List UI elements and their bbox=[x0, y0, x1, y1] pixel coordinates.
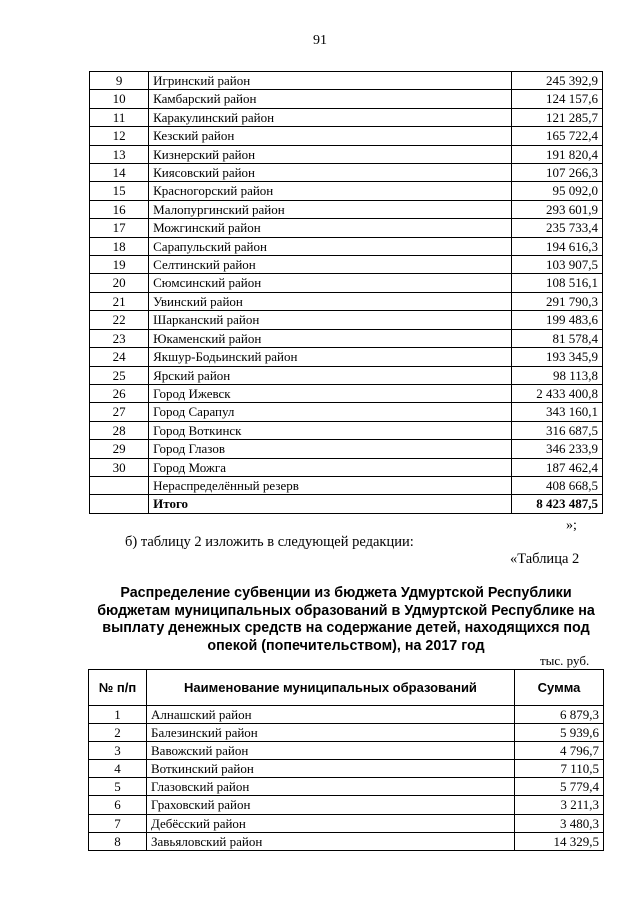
municipality-name: Шарканский район bbox=[149, 311, 512, 329]
table-row bbox=[90, 182, 603, 200]
row-number: 10 bbox=[90, 90, 149, 108]
amendment-instruction: б) таблицу 2 изложить в следующей редакции: bbox=[125, 534, 414, 550]
table-row bbox=[90, 348, 603, 366]
table-row bbox=[90, 90, 603, 108]
table-row bbox=[90, 458, 603, 476]
row-number: 4 bbox=[89, 760, 147, 778]
table-row bbox=[89, 760, 604, 778]
municipality-name: Город Ижевск bbox=[149, 384, 512, 402]
table-row bbox=[90, 145, 603, 163]
row-number: 22 bbox=[90, 311, 149, 329]
header-name: Наименование муниципальных образований bbox=[147, 670, 515, 706]
table-row bbox=[90, 329, 603, 347]
row-number: 20 bbox=[90, 274, 149, 292]
municipality-name: Якшур-Бодьинский район bbox=[149, 348, 512, 366]
municipality-name: Кизнерский район bbox=[149, 145, 512, 163]
table-row bbox=[89, 832, 604, 850]
row-number: 1 bbox=[89, 706, 147, 724]
municipality-name: Сарапульский район bbox=[149, 237, 512, 255]
table-row bbox=[90, 219, 603, 237]
table-row bbox=[90, 384, 603, 402]
amount: 191 820,4 bbox=[512, 145, 603, 163]
closing-quote: »; bbox=[566, 518, 577, 533]
municipality-name: Красногорский район bbox=[149, 182, 512, 200]
municipality-name: Нераспределённый резерв bbox=[149, 476, 512, 494]
municipality-name: Игринский район bbox=[149, 72, 512, 90]
amount: 199 483,6 bbox=[512, 311, 603, 329]
municipality-name: Каракулинский район bbox=[149, 108, 512, 126]
row-number: 11 bbox=[90, 108, 149, 126]
amount: 4 796,7 bbox=[515, 742, 604, 760]
row-number: 29 bbox=[90, 440, 149, 458]
municipality-name: Город Глазов bbox=[149, 440, 512, 458]
table-row bbox=[89, 742, 604, 760]
table-row bbox=[90, 200, 603, 218]
amount: 14 329,5 bbox=[515, 832, 604, 850]
municipality-name: Глазовский район bbox=[147, 778, 515, 796]
amount: 95 092,0 bbox=[512, 182, 603, 200]
row-number bbox=[90, 476, 149, 494]
amount: 5 779,4 bbox=[515, 778, 604, 796]
table-row bbox=[89, 778, 604, 796]
amount: 81 578,4 bbox=[512, 329, 603, 347]
row-number: 27 bbox=[90, 403, 149, 421]
table-row bbox=[90, 274, 603, 292]
table-row bbox=[90, 292, 603, 310]
row-number: 12 bbox=[90, 127, 149, 145]
total-amount: 8 423 487,5 bbox=[512, 495, 603, 513]
row-number: 6 bbox=[89, 796, 147, 814]
row-number: 9 bbox=[90, 72, 149, 90]
table-caption: «Таблица 2 bbox=[510, 551, 580, 567]
amount: 7 110,5 bbox=[515, 760, 604, 778]
municipality-name: Сюмсинский район bbox=[149, 274, 512, 292]
municipality-name: Можгинский район bbox=[149, 219, 512, 237]
table-row bbox=[89, 706, 604, 724]
row-number: 24 bbox=[90, 348, 149, 366]
municipality-name: Город Воткинск bbox=[149, 421, 512, 439]
row-number: 14 bbox=[90, 164, 149, 182]
title-line: выплату денежных средств на содержание детей, находящихся под bbox=[102, 620, 590, 636]
table1-body bbox=[90, 72, 603, 514]
municipality-name: Увинский район bbox=[149, 292, 512, 310]
row-number: 15 bbox=[90, 182, 149, 200]
amount: 108 516,1 bbox=[512, 274, 603, 292]
page-number: 91 bbox=[313, 33, 327, 48]
table-row bbox=[90, 108, 603, 126]
municipality-name: Балезинский район bbox=[147, 724, 515, 742]
table-row bbox=[90, 421, 603, 439]
table-row bbox=[90, 403, 603, 421]
row-number: 17 bbox=[90, 219, 149, 237]
municipality-name: Алнашский район bbox=[147, 706, 515, 724]
amount: 293 601,9 bbox=[512, 200, 603, 218]
amount: 193 345,9 bbox=[512, 348, 603, 366]
amount: 235 733,4 bbox=[512, 219, 603, 237]
row-number: 25 bbox=[90, 366, 149, 384]
row-number: 16 bbox=[90, 200, 149, 218]
total-row bbox=[90, 495, 603, 513]
row-number: 26 bbox=[90, 384, 149, 402]
amount: 3 480,3 bbox=[515, 814, 604, 832]
table-row bbox=[89, 796, 604, 814]
municipality-name: Камбарский район bbox=[149, 90, 512, 108]
row-number: 5 bbox=[89, 778, 147, 796]
amount: 124 157,6 bbox=[512, 90, 603, 108]
amount: 343 160,1 bbox=[512, 403, 603, 421]
row-number: 8 bbox=[89, 832, 147, 850]
municipality-name: Завьяловский район bbox=[147, 832, 515, 850]
row-number: 3 bbox=[89, 742, 147, 760]
header-sum: Сумма bbox=[515, 670, 604, 706]
amount: 5 939,6 bbox=[515, 724, 604, 742]
amount: 245 392,9 bbox=[512, 72, 603, 90]
municipality-name: Дебёсский район bbox=[147, 814, 515, 832]
title-line: Распределение субвенции из бюджета Удмуртской Республики bbox=[120, 585, 572, 601]
table-row bbox=[90, 127, 603, 145]
units-label: тыс. руб. bbox=[540, 653, 590, 668]
municipality-name: Город Можга bbox=[149, 458, 512, 476]
title-line: бюджетам муниципальных образований в Удмуртской Республике на bbox=[97, 602, 595, 619]
municipality-name: Юкаменский район bbox=[149, 329, 512, 347]
subsidy-distribution-table bbox=[88, 669, 604, 851]
amount: 121 285,7 bbox=[512, 108, 603, 126]
table-header-row bbox=[89, 670, 604, 706]
amount: 194 616,3 bbox=[512, 237, 603, 255]
municipality-name: Киясовский район bbox=[149, 164, 512, 182]
table-row bbox=[90, 476, 603, 494]
title-line: опекой (попечительством), на 2017 год bbox=[207, 637, 485, 654]
row-number: 2 bbox=[89, 724, 147, 742]
row-number: 19 bbox=[90, 256, 149, 274]
municipality-name: Город Сарапул bbox=[149, 403, 512, 421]
municipality-name: Селтинский район bbox=[149, 256, 512, 274]
amount: 408 668,5 bbox=[512, 476, 603, 494]
municipality-name: Воткинский район bbox=[147, 760, 515, 778]
amount: 165 722,4 bbox=[512, 127, 603, 145]
amount: 3 211,3 bbox=[515, 796, 604, 814]
municipality-name: Ярский район bbox=[149, 366, 512, 384]
table-row bbox=[90, 256, 603, 274]
row-number: 30 bbox=[90, 458, 149, 476]
row-number: 7 bbox=[89, 814, 147, 832]
document-title bbox=[88, 585, 604, 655]
table-row bbox=[90, 164, 603, 182]
table-row bbox=[90, 72, 603, 90]
amount: 98 113,8 bbox=[512, 366, 603, 384]
amount: 103 907,5 bbox=[512, 256, 603, 274]
amount: 291 790,3 bbox=[512, 292, 603, 310]
amount: 316 687,5 bbox=[512, 421, 603, 439]
municipality-name: Вавожский район bbox=[147, 742, 515, 760]
table-row bbox=[90, 237, 603, 255]
amount: 187 462,4 bbox=[512, 458, 603, 476]
amount: 2 433 400,8 bbox=[512, 384, 603, 402]
table-row bbox=[89, 814, 604, 832]
row-number: 21 bbox=[90, 292, 149, 310]
subsidy-table-continuation bbox=[89, 71, 603, 514]
header-num: № п/п bbox=[89, 670, 147, 706]
row-number: 13 bbox=[90, 145, 149, 163]
amount: 6 879,3 bbox=[515, 706, 604, 724]
row-number: 28 bbox=[90, 421, 149, 439]
municipality-name: Малопургинский район bbox=[149, 200, 512, 218]
table-row bbox=[90, 311, 603, 329]
total-empty-cell bbox=[90, 495, 149, 513]
row-number: 23 bbox=[90, 329, 149, 347]
table2-body bbox=[89, 706, 604, 851]
table-row bbox=[89, 724, 604, 742]
municipality-name: Граховский район bbox=[147, 796, 515, 814]
amount: 346 233,9 bbox=[512, 440, 603, 458]
amount: 107 266,3 bbox=[512, 164, 603, 182]
table-row bbox=[90, 366, 603, 384]
municipality-name: Кезский район bbox=[149, 127, 512, 145]
row-number: 18 bbox=[90, 237, 149, 255]
total-label: Итого bbox=[149, 495, 512, 513]
table-row bbox=[90, 440, 603, 458]
